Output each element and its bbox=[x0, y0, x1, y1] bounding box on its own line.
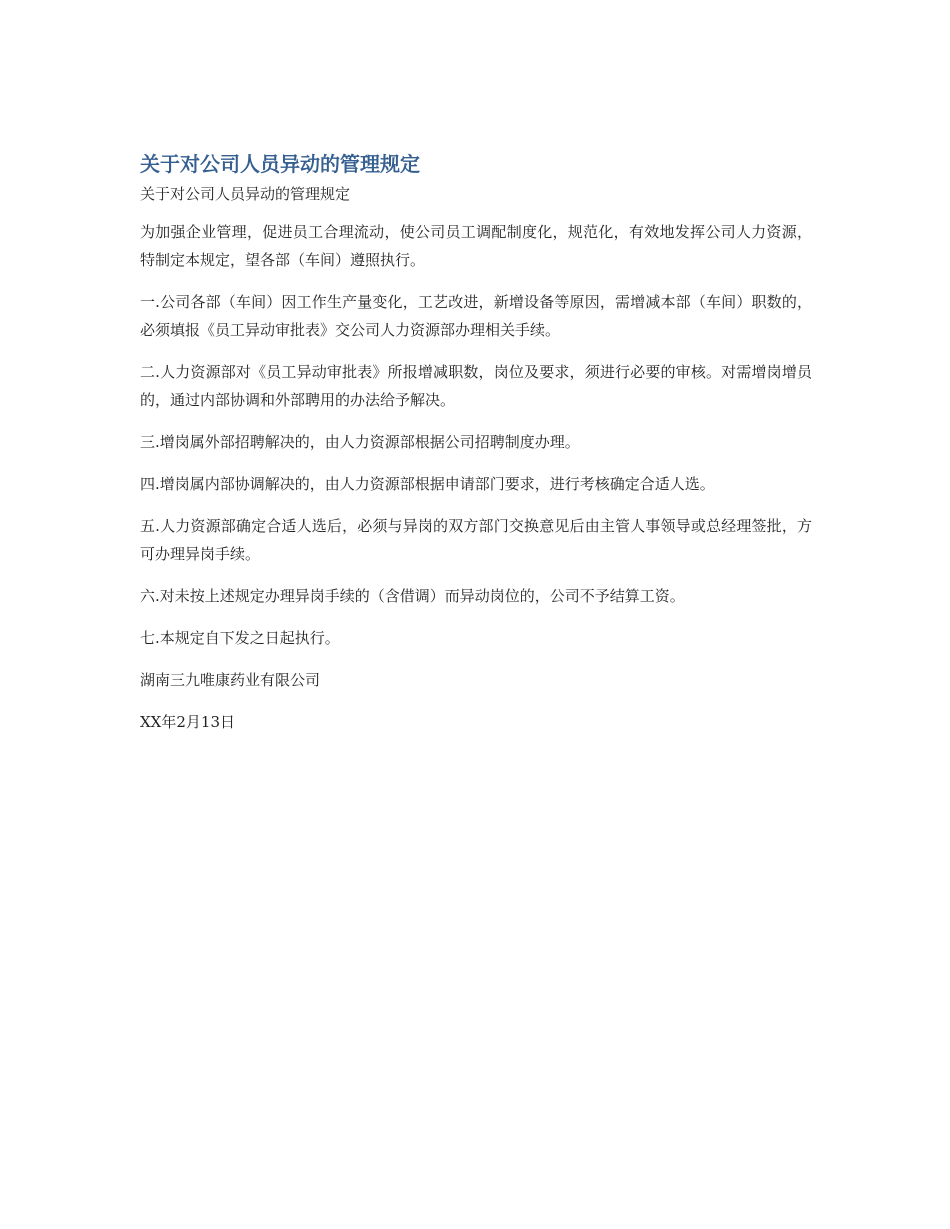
clause-3-paragraph: 三.增岗属外部招聘解决的，由人力资源部根据公司招聘制度办理。 bbox=[140, 433, 580, 451]
intro-paragraph: 为加强企业管理，促进员工合理流动，使公司员工调配制度化，规范化，有效地发挥公司人力资源，特制定本规定，望各部（车间）遵照执行。 bbox=[140, 223, 812, 269]
document-date: XX年2月13日 bbox=[140, 713, 235, 731]
clause-4-paragraph: 四.增岗属内部协调解决的，由人力资源部根据申请部门要求，进行考核确定合适人选。 bbox=[140, 475, 715, 493]
document-title: 关于对公司人员异动的管理规定 bbox=[140, 152, 420, 176]
clause-5-paragraph: 五.人力资源部确定合适人选后，必须与异岗的双方部门交换意见后由主管人事领导或总经理签批，方可办理异岗手续。 bbox=[140, 517, 812, 563]
company-name: 湖南三九唯康药业有限公司 bbox=[140, 671, 321, 689]
document-content bbox=[140, 150, 812, 750]
clause-7-paragraph: 七.本规定自下发之日起执行。 bbox=[140, 629, 340, 647]
clause-1-paragraph: 一.公司各部（车间）因工作生产量变化，工艺改进，新增设备等原因，需增减本部（车间）职数的，必须填报《员工异动审批表》交公司人力资源部办理相关手续。 bbox=[140, 293, 812, 339]
clause-6-paragraph: 六.对未按上述规定办理异岗手续的（含借调）而异动岗位的，公司不予结算工资。 bbox=[140, 587, 685, 605]
clause-2-paragraph: 二.人力资源部对《员工异动审批表》所报增减职数，岗位及要求，须进行必要的审核。对需增岗增员的，通过内部协调和外部聘用的办法给予解决。 bbox=[140, 363, 812, 409]
document-subtitle: 关于对公司人员异动的管理规定 bbox=[140, 185, 351, 203]
